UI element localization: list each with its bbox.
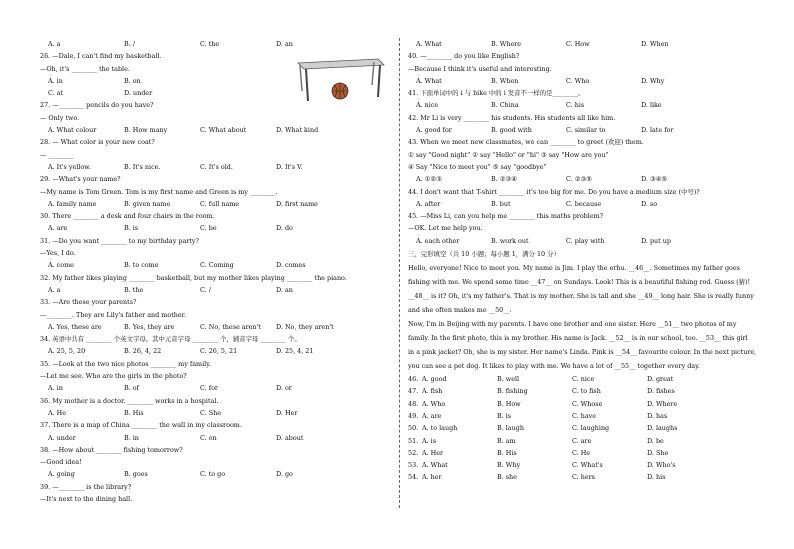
option-choice: A. are [422, 411, 442, 420]
option-choice: D. under [124, 89, 153, 98]
option-choice: B. of [124, 384, 139, 393]
question-line: —My name is Tom Green. Tom is my first name and Green is my ________. [40, 187, 278, 196]
question-line: 35. —Look at the two nice photos ________ my family. [40, 359, 211, 368]
question-line: 30. There ________ a desk and four chairs in the room. [40, 212, 215, 221]
option-choice: A. Who [422, 399, 446, 408]
option-choice: A. 25, 5, 20 [48, 347, 86, 356]
option-choice: A. are [48, 224, 68, 233]
option-choice: B. ②③④ [491, 175, 517, 184]
option-choice: B. How [497, 399, 521, 408]
section-heading: 三、完形填空（共 10 小题；每小题 1，满分 10 分） [408, 250, 560, 259]
table-top [298, 59, 384, 69]
option-choice: C. Whose [572, 399, 603, 408]
question-number: 48. [408, 399, 419, 408]
option-choice: C. She [200, 408, 222, 417]
option-choice: A. good for [416, 126, 452, 135]
option-choice: C. ②③⑤ [566, 175, 592, 184]
option-row [40, 38, 390, 50]
option-choice: D. go [276, 470, 293, 479]
cloze-passage-line: in a pink jacket? Oh, she is my sister. Her name's Linda. Pink is __54__ favourite colour. In the next picture, [408, 348, 757, 357]
question-line: —OK. Let me help you. [408, 224, 483, 233]
option-choice: D. When [641, 40, 669, 48]
option-choice: D. his [647, 473, 666, 482]
option-row [40, 345, 390, 357]
option-choice: B. but [491, 199, 511, 208]
option-choice: B. 26, 4, 22 [124, 347, 162, 356]
question-number: 50. [408, 424, 419, 433]
option-choice: D. ③④⑤ [641, 175, 668, 184]
option-choice: D. Why [641, 76, 665, 85]
option-choice: D. fishes [647, 387, 675, 396]
option-row [408, 99, 758, 111]
question-line: —Yes, I do. [40, 249, 76, 258]
cloze-option-row [408, 398, 758, 410]
option-choice: C. nice [572, 375, 595, 384]
option-choice: B. work out [491, 236, 529, 245]
option-row [40, 124, 390, 136]
option-choice: D. Who's [647, 461, 676, 470]
option-choice: D. comes [276, 261, 306, 270]
question-number: 52. [408, 448, 419, 457]
option-row [40, 382, 390, 394]
question-number: 49. [408, 411, 419, 420]
option-choice: D. 25, 4, 21 [276, 347, 314, 356]
option-choice: B. the [124, 285, 144, 294]
question-line: —It's next to the dining hall. [40, 494, 133, 503]
question-line: 28. — What color is your new coat? [40, 138, 155, 147]
option-choice: B. she [497, 473, 517, 482]
question-line: 26. —Dale, I can't find my basketball. [40, 52, 162, 61]
option-choice: C. It's old. [200, 162, 233, 171]
option-choice: B. am [497, 436, 516, 445]
option-choice [200, 87, 276, 99]
question-line: 40. —________ do you like English? [408, 52, 520, 61]
option-choice: C. are [572, 436, 592, 445]
option-choice: C. on [200, 433, 217, 442]
option-choice: D. Her [276, 408, 298, 417]
option-choice: C. 26, 5, 21 [200, 347, 238, 356]
option-choice [200, 75, 276, 87]
question-line: 42. Mr Li is very ________ his students. His students all like him. [408, 113, 616, 122]
option-choice: A. What [422, 461, 448, 470]
option-choice: C. for [200, 384, 218, 393]
table-leg [300, 65, 302, 91]
option-row [40, 321, 390, 333]
option-choice: B. / [124, 40, 135, 48]
option-row [408, 75, 758, 87]
question-line: ④ Say "Nice to meet you" ⑤ say "goodbye" [408, 162, 547, 171]
question-line: 33. —Are these your parents? [40, 298, 137, 307]
option-choice: A. Her [422, 448, 444, 457]
option-choice: A. It's yellow. [48, 162, 91, 171]
option-choice: B. Yes, they are [124, 322, 175, 331]
option-choice: A. going [48, 470, 75, 479]
cloze-option-row [408, 471, 758, 483]
option-choice: C. How [566, 40, 590, 48]
question-line: —Good idea! [40, 458, 82, 467]
option-choice: A. a [48, 40, 61, 48]
option-row [40, 407, 390, 419]
option-choice: D. an [276, 40, 293, 48]
option-row [40, 432, 390, 444]
table-basketball-illustration [290, 55, 386, 105]
question-line: 38. —How about ________ fishing tomorrow? [40, 445, 183, 454]
option-choice: D. laughs [647, 424, 678, 433]
option-choice: D. first name [276, 199, 318, 208]
option-choice: C. Who [566, 76, 590, 85]
question-line: 45. —Miss Li, can you help me ________ this maths problem? [408, 212, 604, 221]
cloze-option-row [408, 459, 758, 471]
option-choice: D. What kind [276, 126, 319, 135]
cloze-option-row [408, 422, 758, 434]
cloze-passage-line: fishing with me. We spend some time __47__ on Sundays. Look! This is a beautiful fishing rod. Guess (猜)! [408, 278, 751, 287]
option-choice: D. an [276, 285, 293, 294]
option-choice: D. or [276, 384, 292, 393]
question-number: 51. [408, 436, 419, 445]
right-column [408, 38, 758, 484]
option-choice: C. full name [200, 199, 240, 208]
option-choice: C. What about [200, 126, 247, 135]
question-line: — ________ [40, 150, 74, 159]
option-choice: A. What [416, 76, 442, 85]
option-choice: C. at [48, 89, 64, 98]
option-row [408, 235, 758, 247]
option-row [408, 38, 758, 50]
option-choice: A. fish [422, 387, 443, 396]
question-line: 36. My mother is a doctor. ________ works in a hospital. [40, 396, 219, 405]
option-choice: B. China [491, 101, 519, 110]
cloze-passage-line: Now, I'm in Beijing with my parents. I have one brother and one sister. Here __51__ two photos of my [408, 320, 737, 329]
option-choice: B. in [124, 433, 139, 442]
option-choice: A. in [48, 76, 63, 85]
question-number: 46. [408, 375, 419, 384]
option-choice: D. do [276, 224, 293, 233]
option-choice: D. She [647, 448, 669, 457]
question-line: 29. —What's your name? [40, 175, 121, 184]
option-choice: C. similar to [566, 126, 606, 135]
option-choice: D. like [641, 101, 662, 110]
question-line: 31. —Do you want ________ to my birthday party? [40, 236, 199, 245]
option-choice: D. be [647, 436, 664, 445]
question-line: 27. —________ pencils do you have? [40, 101, 154, 110]
option-choice: A. family name [48, 199, 97, 208]
option-choice: D. great [647, 375, 674, 384]
option-choice: C. He [572, 448, 591, 457]
option-choice: B. is [124, 224, 139, 233]
option-choice: A. to laugh [422, 424, 458, 433]
cloze-option-row [408, 435, 758, 447]
option-choice: C. hers [572, 473, 595, 482]
option-choice: D. has [647, 411, 668, 420]
option-choice: C. play with [566, 236, 605, 245]
question-line: 37. There is a map of China ________ the wall in my classroom. [40, 421, 242, 430]
option-choice: B. When [491, 76, 519, 85]
option-choice: A. is [422, 436, 437, 445]
option-row [408, 173, 758, 185]
question-number: 54. [408, 473, 419, 482]
option-choice: C. Coming [200, 261, 234, 270]
option-choice: A. What colour [48, 126, 97, 135]
option-choice: C. to go [200, 470, 226, 479]
cloze-option-row [408, 385, 758, 397]
option-choice: A. come [48, 261, 74, 270]
option-choice: B. is [497, 411, 512, 420]
option-choice: A. ①②③ [416, 175, 442, 184]
option-choice: C. because [566, 199, 602, 208]
table-leg [378, 65, 380, 97]
question-line: 44. I don't want that T-shirt ________ it's too big for me. Do you have a medium size (中号)? [408, 187, 700, 196]
cloze-option-row [408, 373, 758, 385]
option-choice: D. late for [641, 126, 674, 135]
cloze-option-row [408, 410, 758, 422]
column-divider [399, 38, 400, 508]
option-choice: A. after [416, 199, 441, 208]
question-number: 47. [408, 387, 419, 396]
option-choice: A. nice [416, 101, 439, 110]
option-choice: B. goes [124, 470, 148, 479]
option-choice: B. How many [124, 126, 168, 135]
cloze-passage-line: __48__ is it? Oh, it's my father's. That is my mother. She is tall and she __49__ long hair. She is really funny [408, 292, 754, 301]
question-line: 34. 英语中共有 ________ 个英文字母。其中元音字母 ________ 个，辅音字母 ________ 个。 [40, 335, 301, 344]
cloze-passage-line: Hello, everyone! Nice to meet you. My name is Jim. I play the erhu. __46__. Sometimes my father goes [408, 264, 740, 273]
option-choice: A. He [48, 408, 67, 417]
option-choice: D. It's V. [276, 162, 303, 171]
option-choice: D. Where [647, 399, 678, 408]
question-line: —Oh, it's ________ the table. [40, 64, 130, 73]
cloze-passage-line: you can see a pet dog. It likes to play with me. We have a lot of __55__ together every day. [408, 362, 700, 371]
option-choice: B. to come [124, 261, 159, 270]
option-choice: B. Where [491, 40, 522, 48]
option-choice: A. good [422, 375, 447, 384]
option-row [40, 468, 390, 480]
option-row [40, 284, 390, 296]
option-choice: B. good with [491, 126, 532, 135]
option-choice: B. It's nice. [124, 162, 161, 171]
option-row [40, 222, 390, 234]
option-choice: C. laughing [572, 424, 610, 433]
option-choice: D. No, they aren't [276, 322, 334, 331]
question-line: 32. My father likes playing ________ basketball, but my mother likes playing ________ the piano. [40, 273, 347, 282]
question-line: 41. 下面单词中的 i 与 bike 中的 i 发音不一样的是________。 [408, 89, 585, 98]
option-choice: B. Why [497, 461, 521, 470]
left-column [40, 38, 390, 505]
option-choice: C. / [200, 285, 211, 294]
question-line: 39. —________ is the library? [40, 482, 132, 491]
option-row [408, 124, 758, 136]
option-row [40, 198, 390, 210]
option-choice: A. What [416, 40, 442, 48]
option-choice: C. have [572, 411, 597, 420]
option-choice: C. his [566, 101, 585, 110]
option-choice: B. His [124, 408, 144, 417]
option-choice: D. so [641, 199, 658, 208]
option-choice: D. put up [641, 236, 671, 245]
question-line: —Because I think it's useful and interesting. [408, 64, 552, 73]
option-choice: A. her [422, 473, 442, 482]
option-choice: D. about [276, 433, 304, 442]
table-leg [306, 69, 308, 101]
cloze-passage-line: and she often makes me __50__. [408, 306, 512, 315]
question-line: —________. They are Lily's father and mother. [40, 310, 187, 319]
option-choice: B. fishing [497, 387, 528, 396]
option-choice: C. be [200, 224, 217, 233]
option-choice: B. given name [124, 199, 171, 208]
option-row [408, 198, 758, 210]
option-choice: A. each other [416, 236, 460, 245]
option-choice: C. No, these aren't [200, 322, 261, 331]
question-number: 53. [408, 461, 419, 470]
option-choice: C. What's [572, 461, 603, 470]
option-choice: B. laugh [497, 424, 524, 433]
option-choice: C. the [200, 40, 220, 48]
question-line: ① say "Good night" ② say "Hello" or "hi" ③ say "How are you" [408, 150, 609, 159]
cloze-option-row [408, 447, 758, 459]
option-choice: C. to fish [572, 387, 601, 396]
option-row [40, 161, 390, 173]
option-choice: A. under [48, 433, 76, 442]
cloze-passage-line: family. In the first photo, this is my brother. His name is Jack. __52__ is in our school, too. __53__ this girl [408, 334, 748, 343]
option-choice: A. a [48, 285, 61, 294]
option-row [40, 259, 390, 271]
option-choice: A. Yes, these are [48, 322, 102, 331]
option-choice: B. well [497, 375, 520, 384]
question-line: — Only two. [40, 113, 80, 122]
question-line: —Let me see. Who are the girls in the photo? [40, 372, 187, 381]
option-choice: B. His [497, 448, 517, 457]
option-choice: A. in [48, 384, 63, 393]
question-line: 43. When we meet new classmates, we can ________ to greet (欢迎) them. [408, 138, 644, 147]
option-choice: B. on [124, 76, 141, 85]
